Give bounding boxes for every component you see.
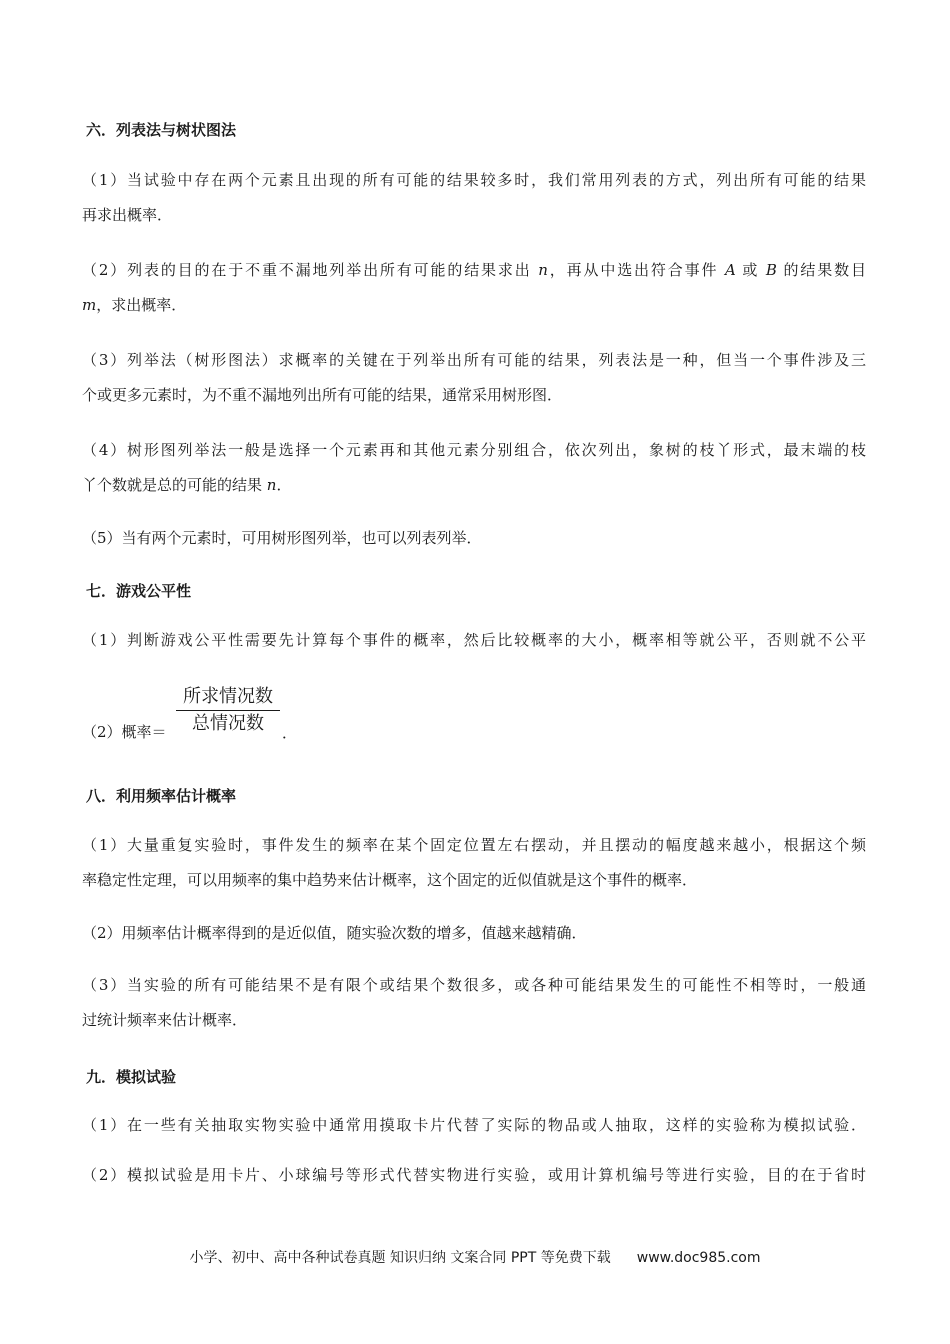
text-line: （1）判断游戏公平性需要先计算每个事件的概率，然后比较概率的大小，概率相等就公平，否则就不公平 bbox=[82, 631, 866, 649]
probability-fraction bbox=[176, 686, 280, 735]
text-line: （1）在一些有关抽取实物实验中通常用摸取卡片代替了实际的物品或人抽取，这样的实验称为模拟试验． bbox=[82, 1116, 866, 1134]
text-line bbox=[82, 475, 866, 510]
text-line: （2）概率＝ bbox=[82, 723, 167, 741]
fraction-denominator: 总情况数 bbox=[192, 713, 264, 734]
text-line: 过统计频率来估计概率． bbox=[82, 1011, 248, 1029]
page-footer bbox=[0, 1247, 950, 1267]
text-line: （2）用频率估计概率得到的是近似值，随实验次数的增多，值越来越精确． bbox=[82, 924, 587, 942]
text-run: ，求出概率． bbox=[96, 296, 187, 314]
math-variable: n bbox=[266, 476, 277, 494]
text-line: 率稳定性定理，可以用频率的集中趋势来估计概率，这个固定的近似值就是这个事件的概率． bbox=[82, 871, 698, 889]
text-run: ，再从中选出符合事件 bbox=[547, 261, 725, 279]
section-nine-paragraph-2 bbox=[82, 1165, 866, 1200]
section-heading-seven: 七．游戏公平性 bbox=[86, 582, 192, 600]
text-line: 个或更多元素时，为不重不漏地列出所有可能的结果，通常采用树形图． bbox=[82, 386, 563, 404]
section-heading-six: 六．列表法与树状图法 bbox=[86, 121, 237, 139]
text-run: 或 bbox=[735, 261, 766, 279]
math-variable: A bbox=[724, 261, 736, 279]
section-seven-paragraph-1 bbox=[82, 630, 866, 665]
math-variable: n bbox=[538, 261, 548, 279]
section-nine-paragraph-1 bbox=[82, 1115, 866, 1150]
text-line: 再求出概率． bbox=[82, 206, 173, 224]
section-six-paragraph-1 bbox=[82, 170, 866, 240]
section-six-paragraph-5 bbox=[82, 528, 866, 563]
section-heading-nine: 九．模拟试验 bbox=[86, 1068, 177, 1086]
section-eight-paragraph-1 bbox=[82, 835, 866, 905]
section-eight-paragraph-2 bbox=[82, 923, 866, 958]
text-line: （1）大量重复实验时，事件发生的频率在某个固定位置左右摆动，并且摆动的幅度越来越小，根据这个频 bbox=[82, 836, 866, 854]
section-six-paragraph-4 bbox=[82, 440, 866, 510]
text-line: （1）当试验中存在两个元素且出现的所有可能的结果较多时，我们常用列表的方式，列出所有可能的结果 bbox=[82, 171, 866, 189]
text-line: （4）树形图列举法一般是选择一个元素再和其他元素分别组合，依次列出，象树的枝丫形式，最末端的枝 bbox=[82, 441, 866, 459]
section-six-paragraph-3 bbox=[82, 350, 866, 420]
text-run: （2）列表的目的在于不重不漏地列举出所有可能的结果求出 bbox=[82, 261, 539, 279]
text-line: （3）列举法（树形图法）求概率的关键在于列举出所有可能的结果，列表法是一种，但当一个事件涉及三 bbox=[82, 351, 866, 369]
section-eight-paragraph-3 bbox=[82, 975, 866, 1045]
text-run: 的结果数目 bbox=[776, 261, 866, 279]
math-variable: B bbox=[765, 261, 777, 279]
section-heading-eight: 八．利用频率估计概率 bbox=[86, 787, 237, 805]
text-line bbox=[82, 295, 866, 330]
fraction-numerator: 所求情况数 bbox=[176, 686, 280, 711]
text-line: （2）模拟试验是用卡片、小球编号等形式代替实物进行实验，或用计算机编号等进行实验，目的在于省时 bbox=[82, 1166, 866, 1184]
text-run: ． bbox=[276, 476, 292, 494]
footer-text: 小学、初中、高中各种试卷真题 知识归纳 文案合同 PPT 等免费下载 bbox=[189, 1250, 611, 1266]
text-line: （3）当实验的所有可能结果不是有限个或结果个数很多，或各种可能结果发生的可能性不相等时，一般通 bbox=[82, 976, 866, 994]
math-variable: m bbox=[82, 296, 97, 314]
fraction-period: ． bbox=[282, 724, 298, 742]
section-six-paragraph-2 bbox=[82, 260, 866, 330]
text-run: 丫个数就是总的可能的结果 bbox=[82, 476, 267, 494]
text-line: （5）当有两个元素时，可用树形图列举，也可以列表列举． bbox=[82, 529, 482, 547]
text-line bbox=[82, 260, 866, 295]
footer-url: www.doc985.com bbox=[636, 1250, 761, 1266]
